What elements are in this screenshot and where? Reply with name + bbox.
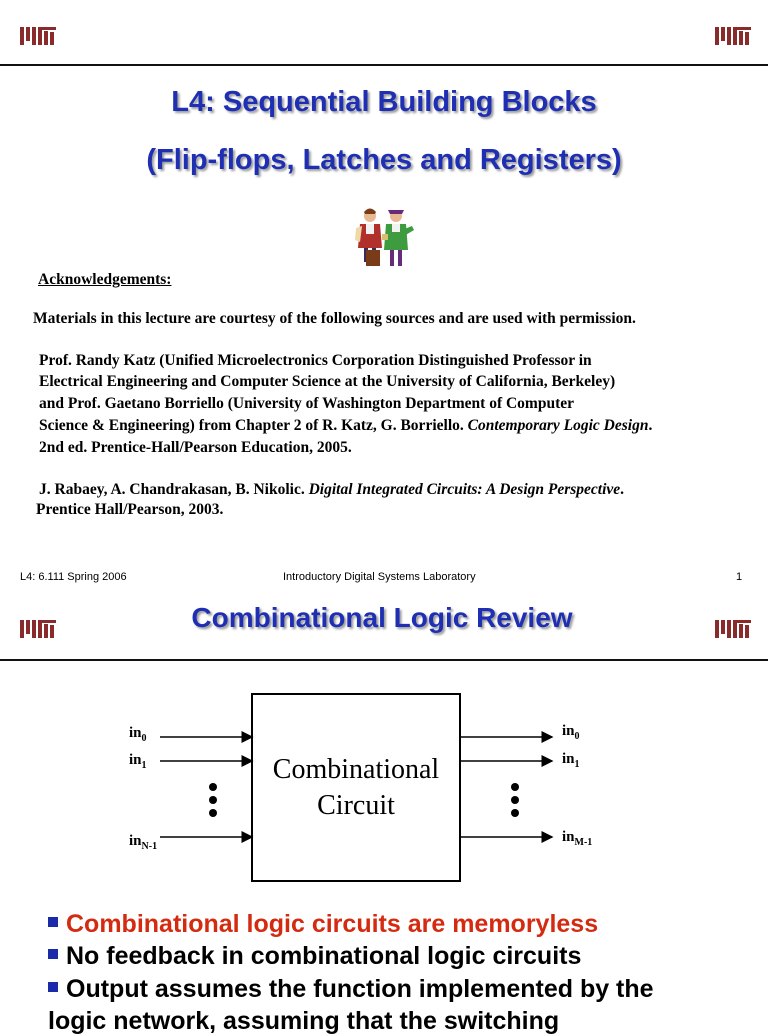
output-ellipsis-dot-1: [511, 783, 519, 791]
input-label-1-base: in: [129, 752, 142, 768]
input-label-n: [129, 833, 157, 852]
katz-line-4-period: .: [648, 417, 653, 434]
katz-line-5: 2nd ed. Prentice-Hall/Pearson Education, 2005.: [39, 439, 352, 456]
mit-logo-left-bottom: [20, 620, 62, 638]
katz-book-title: Contemporary Logic Design: [467, 417, 649, 434]
bullet-square-icon: [48, 982, 58, 992]
output-label-m-base: in: [562, 829, 575, 845]
input-label-n-sub: N-1: [141, 841, 158, 852]
circuit-label-line-1: Combinational: [272, 754, 440, 785]
output-label-0: [562, 723, 580, 742]
bullet-3-continuation: logic network, assuming that the switching: [48, 1007, 560, 1035]
mit-logo-left-top: [20, 27, 62, 45]
input-ellipsis-dot-2: [209, 796, 217, 804]
bullet-2-text: No feedback in combinational logic circuits: [66, 942, 582, 970]
bullet-1: [48, 910, 598, 939]
output-label-m: [562, 829, 592, 848]
output-label-1-base: in: [562, 751, 575, 767]
bullet-2: [48, 942, 581, 971]
input-ellipsis-dot-1: [209, 783, 217, 791]
slide-1-title-line-2: (Flip-flops, Latches and Registers): [146, 144, 622, 176]
bullet-1-text: Combinational logic circuits are memoryless: [66, 910, 599, 938]
input-label-1-sub: 1: [141, 760, 147, 771]
output-label-1: [562, 751, 580, 770]
rabaey-book-title: Digital Integrated Circuits: A Design Perspective: [308, 481, 621, 498]
output-label-0-sub: 0: [574, 731, 580, 742]
output-label-m-sub: M-1: [574, 837, 593, 848]
input-label-n-base: in: [129, 833, 142, 849]
katz-line-4: [39, 417, 652, 435]
slide-2-title: Combinational Logic Review: [191, 602, 573, 633]
katz-line-2: Electrical Engineering and Computer Science at the University of California, Berkeley): [39, 373, 616, 390]
input-label-0: [129, 725, 147, 744]
output-ellipsis-dot-2: [511, 796, 519, 804]
input-ellipsis-dot-3: [209, 809, 217, 817]
footer-center: Introductory Digital Systems Laboratory: [283, 571, 476, 583]
bullet-square-icon: [48, 949, 58, 959]
acknowledgements-heading: Acknowledgements:: [38, 271, 172, 288]
output-label-1-sub: 1: [574, 759, 580, 770]
circuit-label: [252, 752, 460, 824]
footer-page-number: 1: [736, 571, 743, 583]
input-label-0-base: in: [129, 725, 142, 741]
katz-line-1: Prof. Randy Katz (Unified Microelectronics Corporation Distinguished Professor in: [39, 352, 592, 369]
acknowledgements-intro: Materials in this lecture are courtesy of the following sources and are used with permission.: [33, 310, 636, 327]
rabaey-authors: J. Rabaey, A. Chandrakasan, B. Nikolic.: [39, 481, 309, 498]
mit-logo-right-bottom: [715, 620, 757, 638]
bullet-3: [48, 975, 654, 1004]
rabaey-period: .: [620, 481, 625, 498]
input-label-1: [129, 752, 147, 771]
output-ellipsis-dot-3: [511, 809, 519, 817]
top-divider-1: [0, 64, 768, 66]
top-divider-2: [0, 659, 768, 661]
output-label-0-base: in: [562, 723, 575, 739]
footer-left: L4: 6.111 Spring 2006: [20, 571, 127, 583]
input-label-0-sub: 0: [141, 733, 147, 744]
katz-line-4-text: Science & Engineering) from Chapter 2 of R. Katz, G. Borriello.: [39, 417, 468, 434]
bullet-3-text: Output assumes the function implemented by the: [66, 975, 654, 1003]
rabaey-line-1: [39, 481, 624, 499]
circuit-label-line-2: Circuit: [317, 790, 395, 821]
katz-line-3: and Prof. Gaetano Borriello (University of Washington Department of Computer: [39, 395, 574, 412]
scholars-clipart-icon: [352, 204, 416, 268]
slide-1-title-line-1: L4: Sequential Building Blocks: [171, 86, 597, 118]
rabaey-line-2: Prentice Hall/Pearson, 2003.: [36, 501, 224, 518]
bullet-square-icon: [48, 917, 58, 927]
mit-logo-right-top: [715, 27, 757, 45]
